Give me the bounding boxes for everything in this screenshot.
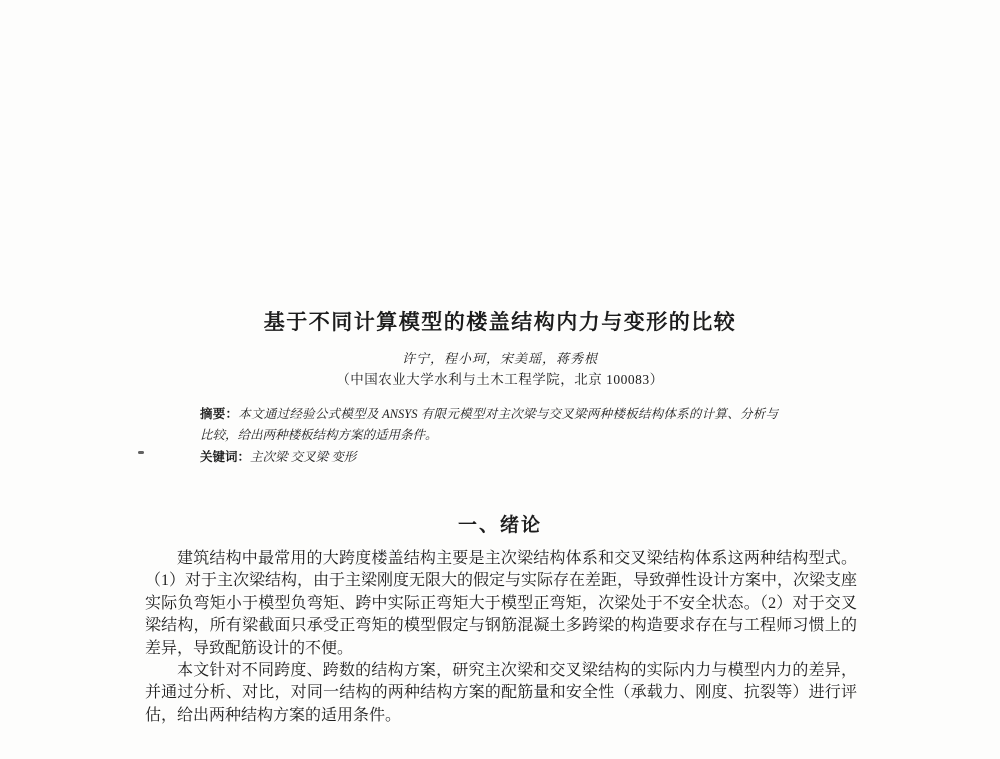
- paragraph-2: 本文针对不同跨度、跨数的结构方案，研究主次梁和交叉梁结构的实际内力与模型内力的差异，并通过分析、对比，对同一结构的两种结构方案的配筋量和安全性（承载力、刚度、抗裂等）进行评估，给出两种结构方案的适用条件。: [145, 662, 857, 724]
- keywords-text: 主次梁 交叉梁 变形: [250, 450, 357, 464]
- section-heading-introduction: 一、绪论: [457, 514, 542, 536]
- abstract-text: 本文通过经验公式模型及 ANSYS 有限元模型对主次梁与交叉梁两种楼板结构体系的计算、分析与比较，给出两种楼板结构方案的适用条件。: [200, 407, 778, 442]
- keywords-label: 关键词：: [200, 450, 251, 464]
- introduction-body: [145, 548, 857, 727]
- abstract: [200, 404, 778, 446]
- authors: 许宁，程小珂，宋美瑶，蒋秀根: [401, 351, 598, 366]
- paper-title: 基于不同计算模型的楼盖结构内力与变形的比较: [263, 310, 737, 335]
- paragraph-1: 建筑结构中最常用的大跨度楼盖结构主要是主次梁结构体系和交叉梁结构体系这两种结构型式。（1）对于主次梁结构，由于主梁刚度无限大的假定与实际存在差距，导致弹性设计方案中，次梁支座实际负弯矩小于模型负弯矩、跨中实际正弯矩大于模型正弯矩，次梁处于不安全状态。（2）对于交叉梁结构，所有梁截面只承受正弯矩的模型假定与钢筋混凝土多跨梁的构造要求存在与工程师习惯上的差异，导致配筋设计的不便。: [145, 550, 858, 657]
- keywords: [200, 447, 778, 468]
- affiliation: （中国农业大学水利与土木工程学院，北京 100083）: [336, 372, 664, 387]
- scan-artifact-mark: [138, 451, 144, 454]
- abstract-label: 摘要：: [200, 407, 239, 421]
